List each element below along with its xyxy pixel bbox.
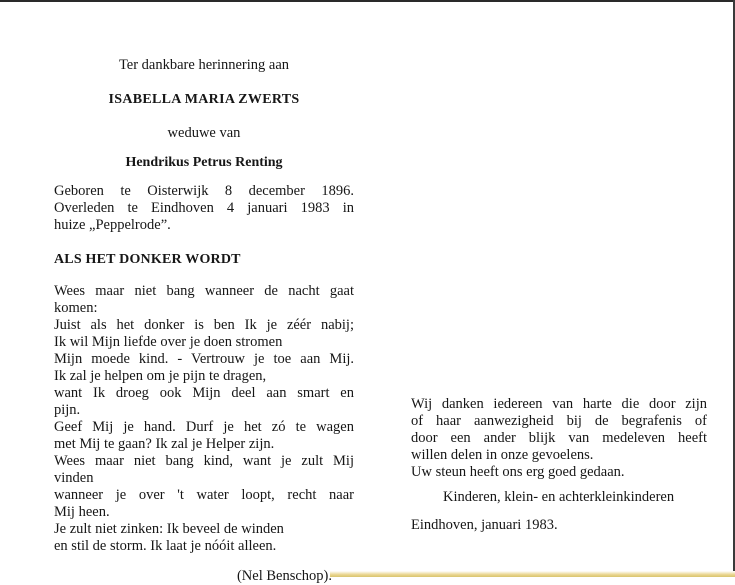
poem-line: Juist als het donker is ben Ik je zéér nabij; <box>54 317 354 333</box>
residence-line: huize „Peppelrode”. <box>54 217 171 233</box>
poem-block <box>54 283 354 555</box>
poem-line: pijn. <box>54 402 81 418</box>
spouse-name: Hendrikus Petrus Renting <box>125 155 283 170</box>
family-signature: Kinderen, klein- en achterkleinkinderen <box>443 489 675 505</box>
widow-of-line: weduwe van <box>167 125 241 141</box>
scan-edge-top <box>0 0 735 2</box>
poem-line: met Mij te gaan? Ik zal je Helper zijn. <box>54 436 275 452</box>
born-line: Geboren te Oisterwijk 8 december 1896. <box>54 183 354 199</box>
right-column <box>411 396 707 534</box>
poem-line: vinden <box>54 470 94 486</box>
intro-line: Ter dankbare herinnering aan <box>118 57 290 73</box>
left-column <box>54 57 354 585</box>
died-line: Overleden te Eindhoven 4 januari 1983 in <box>54 200 354 216</box>
scan-edge-bottom <box>330 571 735 577</box>
thanks-block <box>411 396 707 481</box>
poem-line: Mijn moede kind. - Vertrouw je toe aan Mij. <box>54 351 354 367</box>
thanks-line: Wij danken iedereen van harte die door zijn <box>411 396 707 412</box>
poem-title: ALS HET DONKER WORDT <box>54 252 241 267</box>
poem-line: Wees maar niet bang kind, want je zult Mij <box>54 453 354 469</box>
poem-line: Mij heen. <box>54 504 110 520</box>
poem-line: Je zult niet zinken: Ik beveel de winden <box>54 521 284 537</box>
poem-line: want Ik droeg ook Mijn deel aan smart en <box>54 385 354 401</box>
poem-line: wanneer je over 't water loopt, recht naar <box>54 487 354 503</box>
poem-line: en stil de storm. Ik laat je nóóit alleen. <box>54 538 277 554</box>
poem-line: Wees maar niet bang wanneer de nacht gaat <box>54 283 354 299</box>
thanks-line: willen delen in onze gevoelens. <box>411 447 594 463</box>
poem-line: komen: <box>54 300 98 316</box>
poem-line: Ik wil Mijn liefde over je doen stromen <box>54 334 283 350</box>
poem-line: Ik zal je helpen om je pijn te dragen, <box>54 368 267 384</box>
thanks-line: door een ander blijk van medeleven heeft <box>411 430 707 446</box>
deceased-name: ISABELLA MARIA ZWERTS <box>108 92 300 107</box>
thanks-line: of haar aanwezigheid bij de begrafenis of <box>411 413 707 429</box>
thanks-line: Uw steun heeft ons erg goed gedaan. <box>411 464 625 480</box>
poem-author: (Nel Benschop). <box>236 568 332 584</box>
birth-death-block <box>54 183 354 234</box>
poem-line: Geef Mij je hand. Durf je het zó te wagen <box>54 419 354 435</box>
place-date: Eindhoven, januari 1983. <box>411 517 558 533</box>
